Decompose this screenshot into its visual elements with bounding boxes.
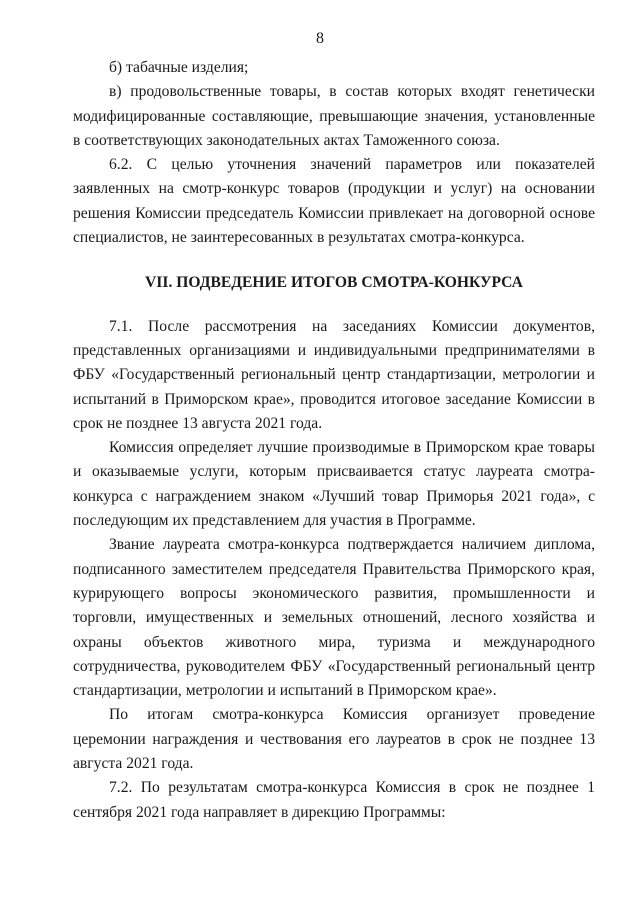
paragraph-laureate-title: Звание лауреата смотра-конкурса подтверждается наличием диплома, подписанного заместителем председателя Правительства Приморского края, курирующего вопросы экономического развития, промышленности и торговли, имущественных и земельных отношений, лесного хозяйства и охраны объектов животного мира, туризма и международного сотрудничества, руководителем ФБУ «Государственный региональный центр стандартизации, метрологии и испытаний в Приморском крае». [73,536,595,700]
paragraph-ceremony: По итогам смотра-конкурса Комиссия организует проведение церемонии награждения и чествования его лауреатов в срок не позднее 13 августа 2021 года. [73,706,595,773]
paragraph-item-v: в) продовольственные товары, в состав которых входят генетически модифицированные составляющие, превышающие значения, установленные в соответствующих законодательных актах Таможенного союза. [73,83,595,149]
paragraph-commission-decision: Комиссия определяет лучшие производимые в Приморском крае товары и оказываемые услуги, которым присваивается статус лауреата смотра-конкурса с награждением знаком «Лучший товар Приморья 2021 года», с последующим их представлением для участия в Программе. [73,439,595,530]
paragraph-7-1: 7.1. После рассмотрения на заседаниях Комиссии документов, представленных организациями и индивидуальными предпринимателями в ФБУ «Государственный региональный центр стандартизации, метрологии и испытаний в Приморском крае», проводится итоговое заседание Комиссии в срок не позднее 13 августа 2021 года. [73,317,595,432]
paragraph-item-b: б) табачные изделия; [109,59,249,76]
document-body [73,56,595,825]
paragraph-7-2: 7.2. По результатам смотра-конкурса Комиссия в срок не позднее 1 сентября 2021 года направляет в дирекцию Программы: [73,779,595,821]
section-heading: VII. ПОДВЕДЕНИЕ ИТОГОВ СМОТРА-КОНКУРСА [145,274,523,292]
paragraph-6-2: 6.2. С целью уточнения значений параметров или показателей заявленных на смотр-конкурс товаров (продукции и услуг) на основании решения Комиссии председатель Комиссии привлекает на договорной основе специалистов, не заинтересованных в результатах смотра-конкурса. [73,156,595,247]
page-number: 8 [316,30,324,47]
